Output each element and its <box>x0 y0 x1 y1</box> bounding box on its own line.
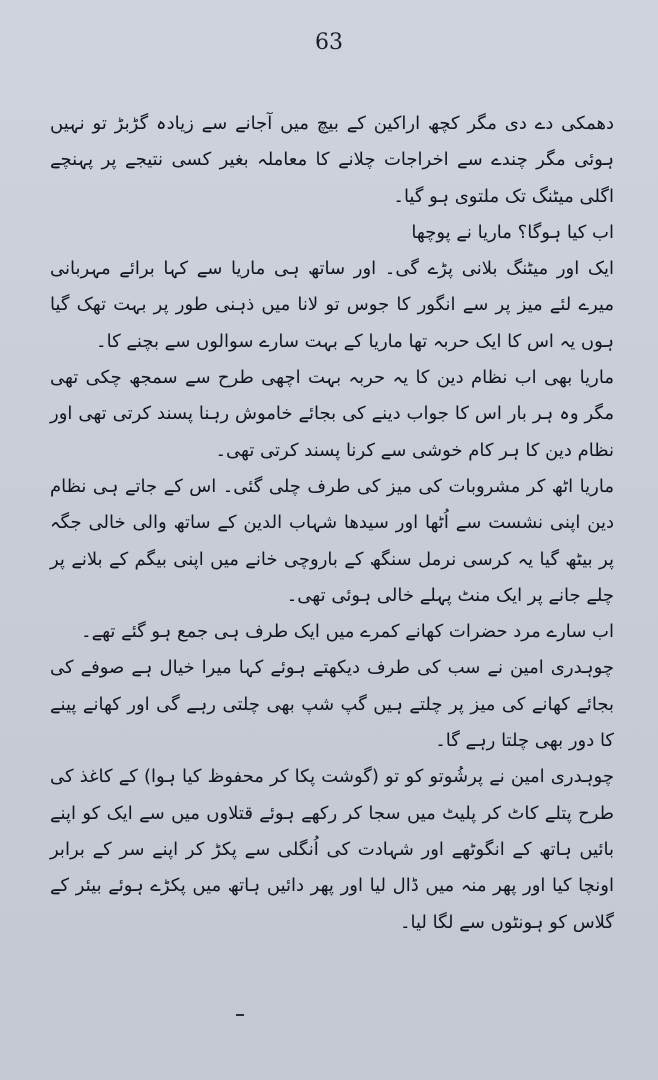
paragraph: دھمکی دے دی مگر کچھ اراکین کے بیچ میں آجانے سے زیادہ گڑبڑ تو نہیں ہوئی مگر چندے سے اخراجات چلانے کا معاملہ بغیر کسی نتیجے پر پہنچے اگلی میٹنگ تک ملتوی ہو گیا۔ <box>50 113 614 207</box>
paragraph: ایک اور میٹنگ بلانی پڑے گی۔ اور ساتھ ہی ماریا سے کہا برائے مہربانی میرے لئے میز پر سے انگور کا جوس تو لانا میں ذہنی طور پر بہت تھک گیا ہوں یہ اس کا ایک حربہ تھا ماریا کے بہت سارے سوالوں سے بچنے کا۔ <box>50 258 614 352</box>
paragraph: ماریا بھی اب نظام دین کا یہ حربہ بہت اچھی طرح سے سمجھ چکی تھی مگر وہ ہر بار اس کا جواب دینے کی بجائے خاموش رہنا پسند کرتی تھی اور نظام دین کا ہر کام خوشی سے کرنا پسند کرتی تھی۔ <box>50 367 614 461</box>
paragraph: اب سارے مرد حضرات کھانے کمرے میں ایک طرف ہی جمع ہو گئے تھے۔ <box>81 621 614 643</box>
page-text <box>50 106 614 941</box>
page-end-mark <box>236 1014 244 1016</box>
paragraph: اب کیا ہوگا؟ ماریا نے پوچھا <box>411 221 614 243</box>
page-number: 63 <box>315 30 343 55</box>
paragraph: چوہدری امین نے پرشُوتو کو تو (گوشت پکا کر محفوظ کیا ہوا) کے کاغذ کی طرح پتلے کاٹ کر پلیٹ میں سجا کر رکھے ہوئے قتلاوں میں سے ایک کو اپنے بائیں ہاتھ کے انگوٹھے اور شہادت کی اُنگلی سے پکڑ کر اپنے سر کے برابر اونچا کیا اور پھر منہ میں ڈال لیا اور پھر دائیں ہاتھ میں پکڑے ہوئے بیئر کے گلاس کو ہونٹوں سے لگا لیا۔ <box>50 766 614 933</box>
paragraph: چوہدری امین نے سب کی طرف دیکھتے ہوئے کہا میرا خیال ہے صوفے کی بجائے کھانے کی میز پر چلتے ہیں گپ شپ بھی چلتی رہے گی اور کھانے پینے کا دور بھی چلتا رہے گا۔ <box>50 657 614 752</box>
paragraph: ماریا اٹھ کر مشروبات کی میز کی طرف چلی گئی۔ اس کے جاتے ہی نظام دین اپنی نشست سے اُٹھا اور سیدھا شہاب الدین کے ساتھ والی خالی جگہ پر بیٹھ گیا یہ کرسی نرمل سنگھ کے باروچی خانے میں اپنی بیگم کے بلانے پر چلے جانے پر ایک منٹ پہلے خالی ہوئی تھی۔ <box>50 475 614 606</box>
